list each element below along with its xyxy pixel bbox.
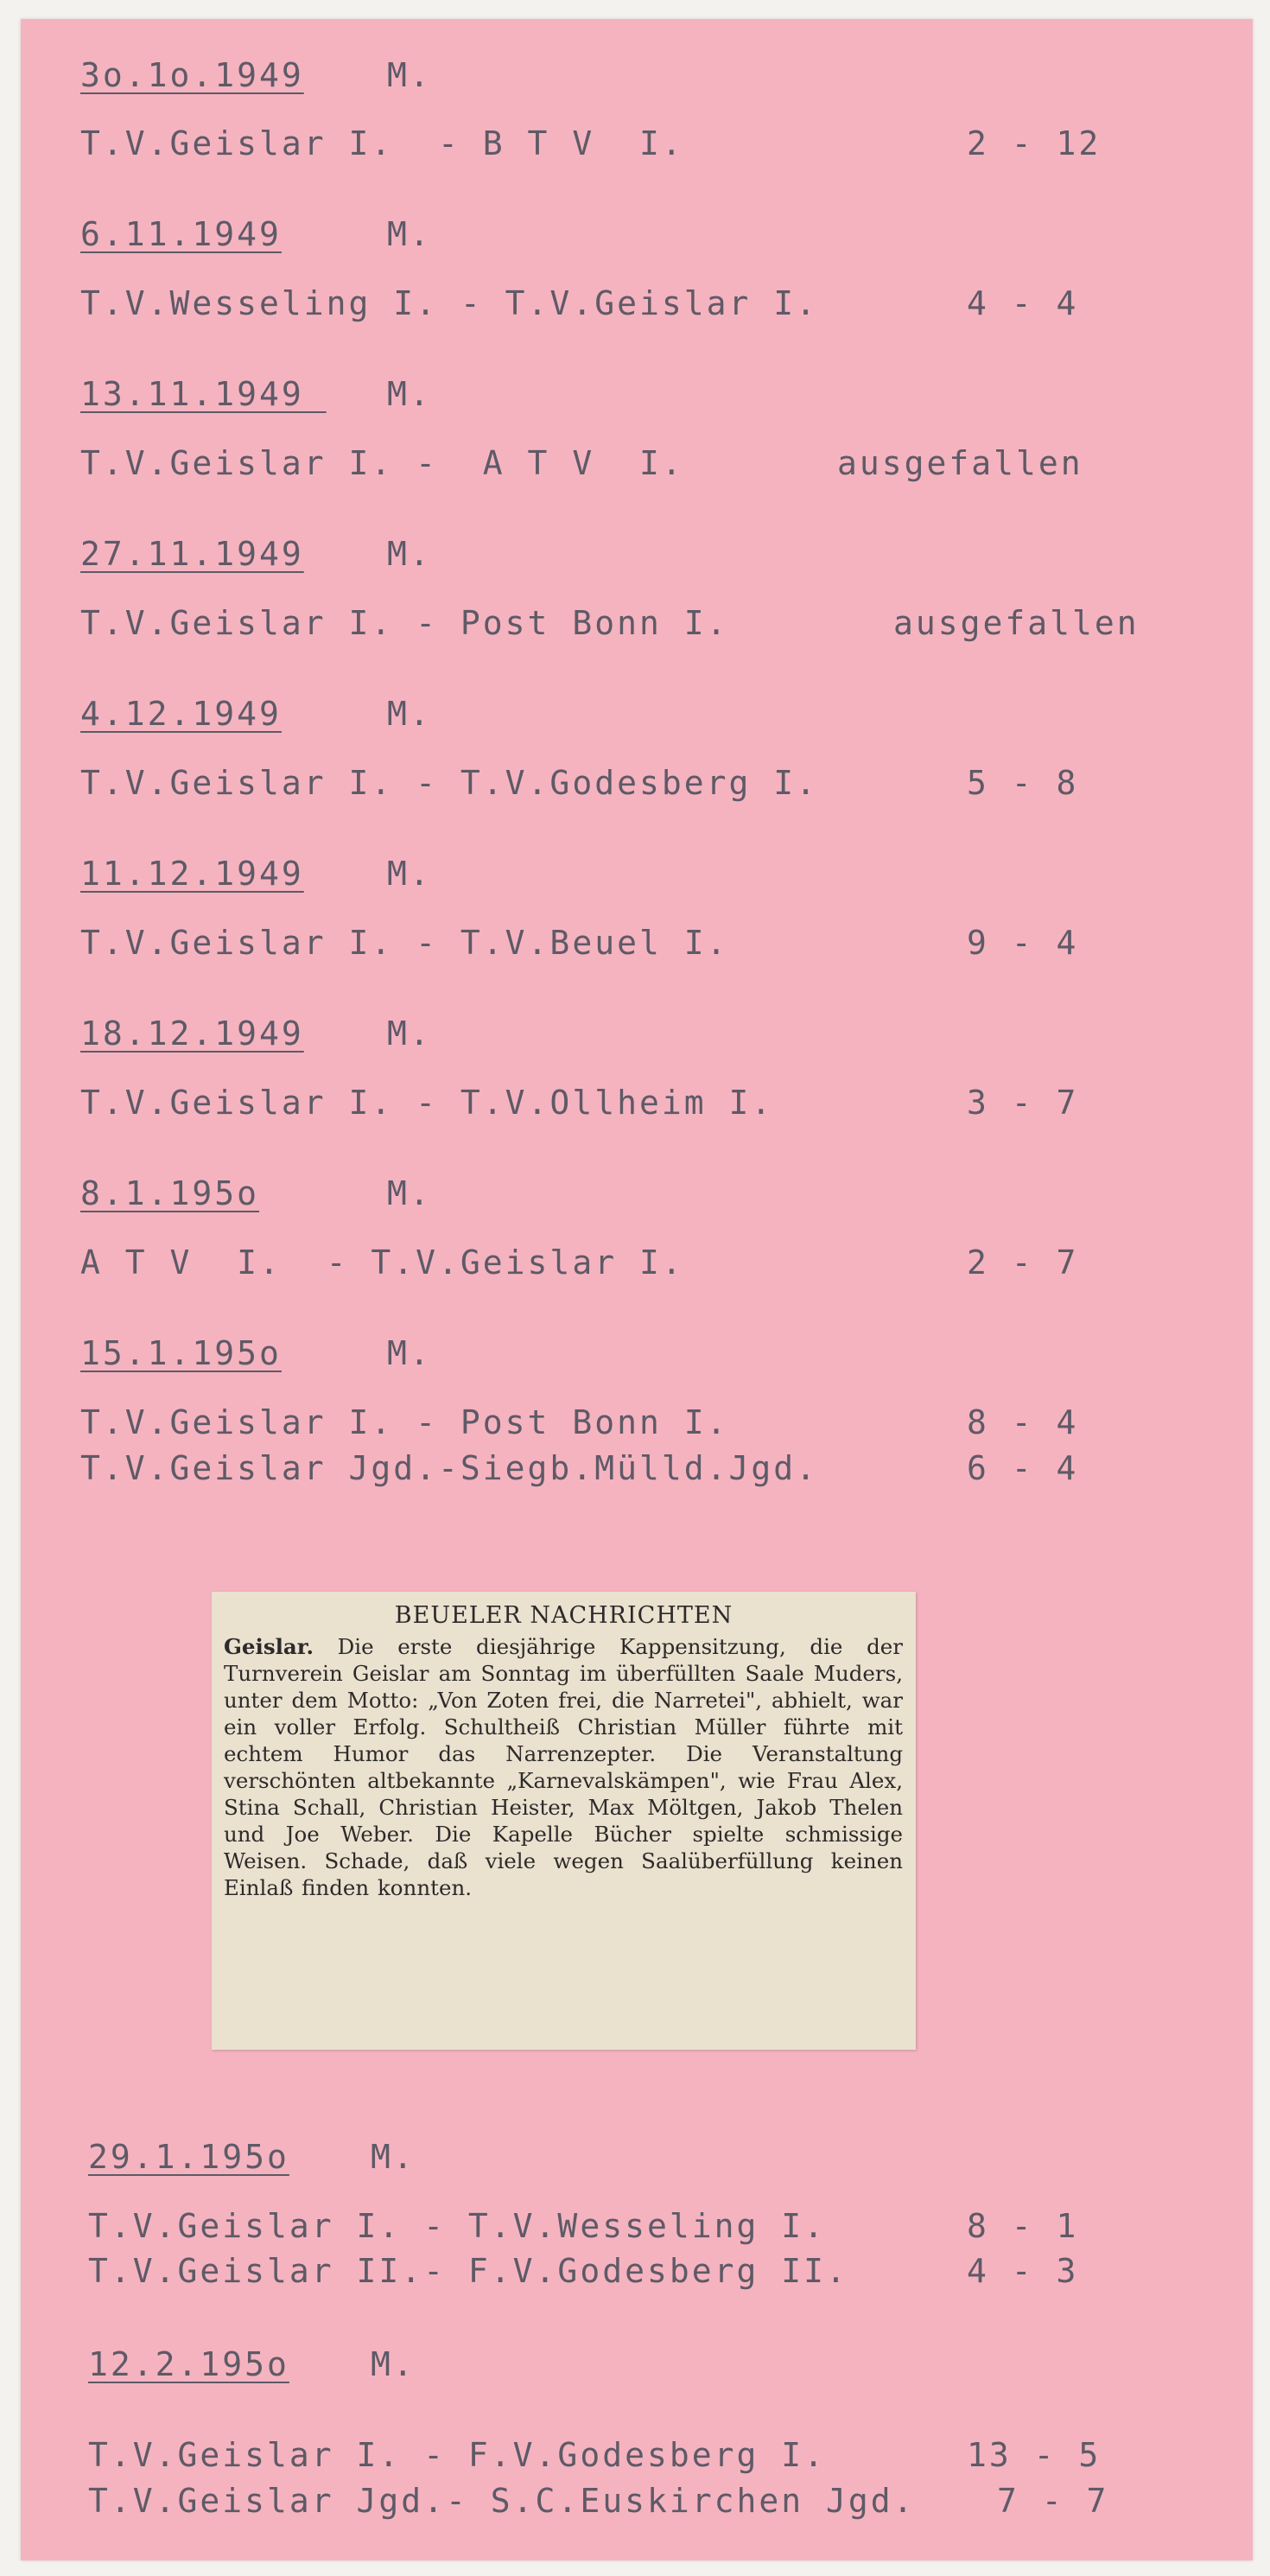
match-score: 3 - 7 xyxy=(967,1084,1079,1122)
match-line: T.V.Geislar I. - A T V I. xyxy=(80,444,684,482)
match-tag: M. xyxy=(387,56,432,94)
match-score: 13 - 5 xyxy=(967,2436,1102,2474)
match-date: 29.1.195o xyxy=(88,2138,289,2176)
match-line: A T V I. - T.V.Geislar I. xyxy=(80,1243,684,1282)
match-date: 3o.1o.1949 xyxy=(80,56,304,94)
match-tag: M. xyxy=(387,1174,432,1212)
typewritten-sheet xyxy=(21,19,1253,2560)
match-line: T.V.Geislar I. - T.V.Godesberg I. xyxy=(80,764,818,802)
match-line: T.V.Geislar II.- F.V.Godesberg II. xyxy=(88,2252,848,2290)
newspaper-clipping xyxy=(212,1592,916,2050)
match-date: 27.11.1949 xyxy=(80,535,304,573)
match-score: 2 - 7 xyxy=(967,1243,1079,1282)
match-score: 4 - 3 xyxy=(967,2252,1079,2290)
match-line: T.V.Geislar Jgd.- S.C.Euskirchen Jgd. xyxy=(88,2482,916,2520)
match-score: 8 - 1 xyxy=(967,2207,1079,2245)
match-score: 9 - 4 xyxy=(967,924,1079,962)
match-date: 12.2.195o xyxy=(88,2345,289,2383)
match-date: 6.11.1949 xyxy=(80,215,282,253)
match-tag: M. xyxy=(387,855,432,893)
match-score: 2 - 12 xyxy=(967,124,1102,162)
match-date: 15.1.195o xyxy=(80,1334,282,1372)
match-tag: M. xyxy=(387,375,432,413)
match-date: 8.1.195o xyxy=(80,1174,260,1212)
match-line: T.V.Geislar I. - T.V.Ollheim I. xyxy=(80,1084,774,1122)
match-date: 11.12.1949 xyxy=(80,855,304,893)
match-score: ausgefallen xyxy=(893,604,1140,642)
match-score: 7 - 7 xyxy=(997,2482,1109,2520)
match-score: ausgefallen xyxy=(837,444,1083,482)
clipping-heading: BEUELER NACHRICHTEN xyxy=(394,1602,733,1629)
match-score: 5 - 8 xyxy=(967,764,1079,802)
match-date: 13.11.1949_ xyxy=(80,375,327,413)
match-tag: M. xyxy=(371,2138,416,2176)
clipping-text: Die erste diesjährige Kappensitzung, die der Turnverein Geislar am Sonntag im überfüllten Saale Muders, unter dem Motto: „Von Zoten frei, die Narretei", abhielt, war ein voller Erfolg. Schultheiß Christian Müller führte mit echtem Humor das Narrenzepter. Die Veranstaltung verschönten altbekannte „Karnevalskämpen", wie Frau Alex, Stina Schall, Christian Heister, Max Möltgen, Jakob Thelen und Joe Weber. Die Kapelle Bücher spielte schmissige Weisen. Schade, daß viele wegen Saalüberfüllung keinen Einlaß finden konnten. xyxy=(224,1634,903,1900)
match-tag: M. xyxy=(387,215,432,253)
match-line: T.V.Geislar Jgd.-Siegb.Mülld.Jgd. xyxy=(80,1449,818,1487)
clipping-body xyxy=(224,1633,903,1901)
match-line: T.V.Geislar I. - T.V.Wesseling I. xyxy=(88,2207,826,2245)
match-line: T.V.Geislar I. - Post Bonn I. xyxy=(80,604,729,642)
match-tag: M. xyxy=(387,695,432,733)
clipping-place: Geislar. xyxy=(224,1634,314,1659)
match-date: 18.12.1949 xyxy=(80,1014,304,1053)
match-line: T.V.Wesseling I. - T.V.Geislar I. xyxy=(80,284,818,322)
match-tag: M. xyxy=(387,535,432,573)
match-score: 4 - 4 xyxy=(967,284,1079,322)
match-score: 8 - 4 xyxy=(967,1403,1079,1441)
match-tag: M. xyxy=(387,1014,432,1053)
match-tag: M. xyxy=(387,1334,432,1372)
match-line: T.V.Geislar I. - F.V.Godesberg I. xyxy=(88,2436,826,2474)
match-line: T.V.Geislar I. - Post Bonn I. xyxy=(80,1403,729,1441)
match-tag: M. xyxy=(371,2345,416,2383)
match-score: 6 - 4 xyxy=(967,1449,1079,1487)
match-date: 4.12.1949 xyxy=(80,695,282,733)
match-line: T.V.Geislar I. - T.V.Beuel I. xyxy=(80,924,729,962)
match-line: T.V.Geislar I. - B T V I. xyxy=(80,124,684,162)
